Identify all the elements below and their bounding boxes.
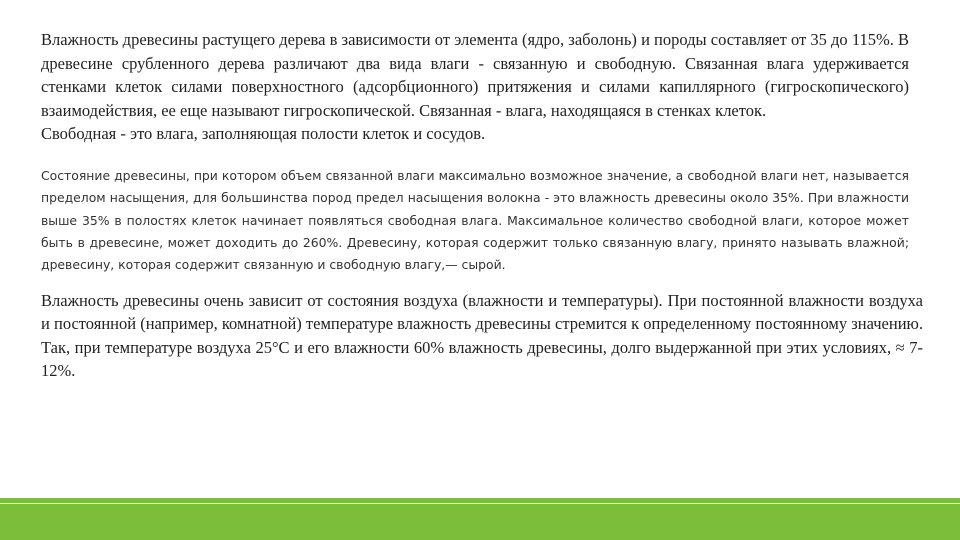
text-block-saturation-limit: Состояние древесины, при котором объем связанной влаги максимально возможное значение, а свободной влаги нет, называется пределом насыщения, для большинства пород предел насыщения волокна - это влажность древесины около 35%. При влажности выше 35% в полостях клеток начинает появляться свободная влага. Максимальное количество свободной влаги, которое может быть в древесине, может доходить до 260%. Древесину, которая содержит только связанную влагу, принято называть влажной; древесину, которая содержит связанную и свободную влагу,— сырой.: [41, 168, 909, 273]
paragraph-free-moisture: Свободная - это влага, заполняющая полости клеток и сосудов.: [41, 124, 486, 143]
paragraph-bound-moisture: Влажность древесины растущего дерева в зависимости от элемента (ядро, заболонь) и породы составляет от 35 до 115%. В древесине срубленного дерева различают два вида влаги - связанную и свободную. Связанная влага удерживается стенками клеток силами поверхностного (адсорбционного) притяжения и силами капиллярного (гигроскопического) взаимодействия, ее еще называют гигроскопической. Связанная - влага, находящаяся в стенках клеток.: [41, 30, 909, 120]
text-block-air-dependence: Влажность древесины очень зависит от состояния воздуха (влажности и температуры). При постоянной влажности воздуха и постоянной (например, комнатной) температуре влажность древесины стремится к определенному постоянному значению. Так, при температуре воздуха 25°C и его влажности 60% влажность древесины, долго выдержанной при этих условиях, ≈ 7-12%.: [41, 291, 923, 380]
footer-green-bar: [0, 504, 960, 540]
footer-decoration: [0, 498, 960, 540]
footer-thin-line: [0, 498, 960, 503]
text-block-moisture-types: [41, 28, 909, 146]
